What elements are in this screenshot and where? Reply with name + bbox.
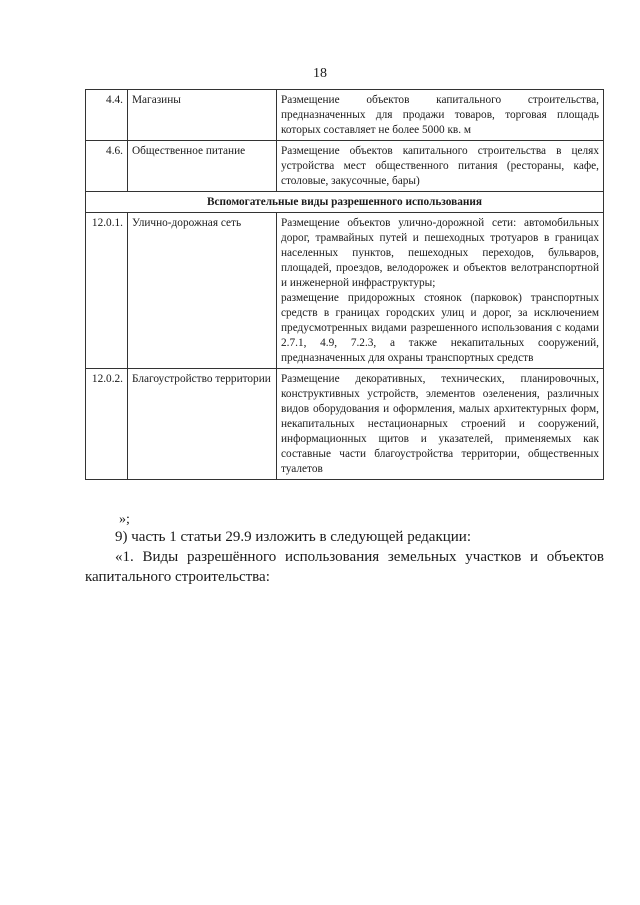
table-row — [86, 213, 604, 369]
section-header: Вспомогательные виды разрешенного использования — [86, 192, 604, 213]
description-paragraph: Размещение декоративных, технических, планировочных, конструктивных устройств, элементов озеленения, различных видов оборудования и оформления, малых архитектурных форм, некапитальных нестационарных строений и сооружений, информационных щитов и указателей, применяемых как составные части благоустройства территории, общественных туалетов — [281, 373, 599, 475]
use-code: 4.4. — [86, 90, 128, 141]
use-description — [277, 369, 604, 480]
page-number: 18 — [313, 66, 327, 81]
use-code: 12.0.2. — [86, 369, 128, 480]
table-body — [86, 90, 604, 480]
use-description — [277, 141, 604, 192]
section-header-row — [86, 192, 604, 213]
table-row — [86, 369, 604, 480]
use-description — [277, 213, 604, 369]
use-name: Улично-дорожная сеть — [128, 213, 277, 369]
paragraph-item-9: 9) часть 1 статьи 29.9 изложить в следующей редакции: — [115, 529, 471, 545]
use-description — [277, 90, 604, 141]
table-row — [86, 141, 604, 192]
description-paragraph: Размещение объектов капитального строительства в целях устройства мест общественного питания (рестораны, кафе, столовые, закусочные, бары) — [281, 145, 599, 187]
description-paragraph: размещение придорожных стоянок (парковок) транспортных средств в границах городских улиц и дорог, за исключением предусмотренных видами разрешенного использования с кодами 2.7.1, 4.9, 7.2.3, а также некапитальных сооружений, предназначенных для охраны транспортных средств — [281, 292, 599, 364]
description-paragraph: Размещение объектов улично-дорожной сети: автомобильных дорог, трамвайных путей и пешеходных тротуаров в границах населенных пунктов, пешеходных переходов, бульваров, площадей, проездов, велодорожек и объектов велотранспортной и инженерной инфраструктуры; — [281, 217, 599, 289]
closing-quote: »; — [119, 512, 130, 527]
use-code: 12.0.1. — [86, 213, 128, 369]
use-code: 4.6. — [86, 141, 128, 192]
table-row — [86, 90, 604, 141]
land-use-table — [85, 89, 604, 480]
use-name: Благоустройство территории — [128, 369, 277, 480]
use-name: Общественное питание — [128, 141, 277, 192]
description-paragraph: Размещение объектов капитального строительства, предназначенных для продажи товаров, торговая площадь которых составляет не более 5000 кв. м — [281, 94, 599, 136]
use-name: Магазины — [128, 90, 277, 141]
paragraph-quote-start: «1. Виды разрешённого использования земельных участков и объектов капитального строительства: — [85, 549, 604, 585]
